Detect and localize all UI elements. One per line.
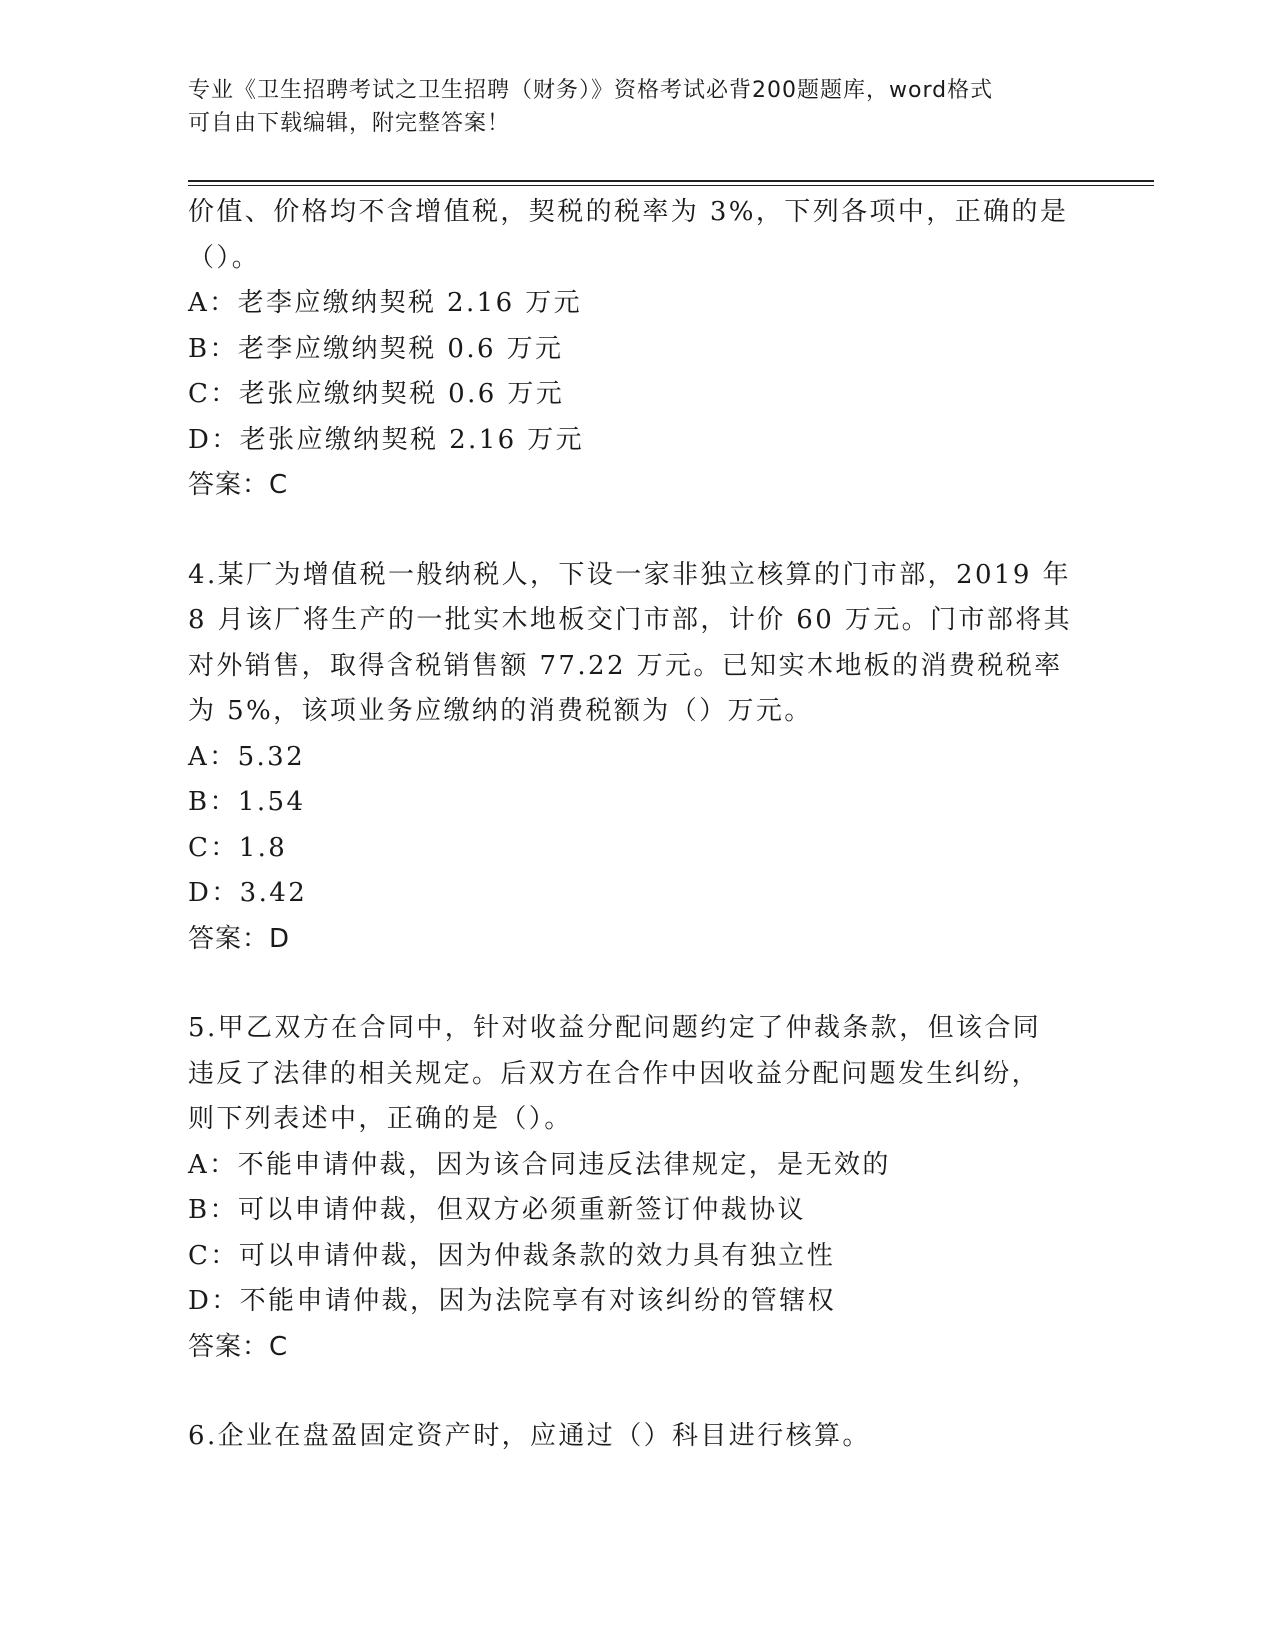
answer-label: 答案：C xyxy=(188,470,289,500)
question-stem-line: 8 月该厂将生产的一批实木地板交门市部，计价 60 万元。门市部将其 xyxy=(188,605,1073,635)
question-stem-line: 价值、价格均不含增值税，契税的税率为 3%，下列各项中，正确的是 xyxy=(188,197,1069,227)
spacer xyxy=(188,509,1088,553)
spacer xyxy=(188,962,1088,1006)
option-b: B：老李应缴纳契税 0.6 万元 xyxy=(188,333,564,364)
spacer xyxy=(188,1370,1088,1414)
answer-label: 答案：C xyxy=(188,1331,289,1362)
question-6 xyxy=(188,1414,1088,1460)
question-stem-line: （）。 xyxy=(188,242,261,273)
option-d: D：老张应缴纳契税 2.16 万元 xyxy=(188,424,585,455)
option-d: D：不能申请仲裁，因为法院享有对该纠纷的管辖权 xyxy=(188,1286,837,1316)
question-stem-line: 为 5%，该项业务应缴纳的消费税额为（）万元。 xyxy=(188,696,813,726)
page-header xyxy=(188,74,1068,140)
question-stem-line: 则下列表述中，正确的是（）。 xyxy=(188,1104,573,1134)
option-b: B：1.54 xyxy=(188,787,306,817)
option-d: D：3.42 xyxy=(188,878,308,908)
option-c: C：1.8 xyxy=(188,832,288,863)
option-a: A：老李应缴纳契税 2.16 万元 xyxy=(188,288,582,318)
question-stem-line: 6.企业在盘盈固定资产时，应通过（）科目进行核算。 xyxy=(188,1421,871,1451)
option-a: A：5.32 xyxy=(188,741,306,772)
header-line-1: 专业《卫生招聘考试之卫生招聘（财务）》资格考试必背200题题库，word格式 xyxy=(188,78,994,103)
header-line-2: 可自由下载编辑，附完整答案！ xyxy=(188,111,511,136)
option-c: C：老张应缴纳契税 0.6 万元 xyxy=(188,379,565,409)
question-list xyxy=(188,190,1088,1460)
question-stem-line: 对外销售，取得含税销售额 77.22 万元。已知实木地板的消费税税率 xyxy=(188,650,1063,681)
question-stem-line: 5.甲乙双方在合同中，针对收益分配问题约定了仲裁条款，但该合同 xyxy=(188,1013,1042,1043)
option-b: B：可以申请仲裁，但双方必须重新签订仲裁协议 xyxy=(188,1195,806,1225)
option-a: A：不能申请仲裁，因为该合同违反法律规定，是无效的 xyxy=(188,1149,891,1180)
question-stem-line: 违反了法律的相关规定。后双方在合作中因收益分配问题发生纠纷， xyxy=(188,1058,1041,1089)
header-rule-thin xyxy=(188,185,1154,186)
question-3 xyxy=(188,190,1088,509)
header-rule-thick xyxy=(188,180,1154,182)
question-5 xyxy=(188,1006,1088,1370)
question-stem-line: 4.某厂为增值税一般纳税人，下设一家非独立核算的门市部，2019 年 xyxy=(188,559,1071,590)
answer-label: 答案：D xyxy=(188,923,291,954)
option-c: C：可以申请仲裁，因为仲裁条款的效力具有独立性 xyxy=(188,1240,836,1271)
question-4 xyxy=(188,553,1088,963)
